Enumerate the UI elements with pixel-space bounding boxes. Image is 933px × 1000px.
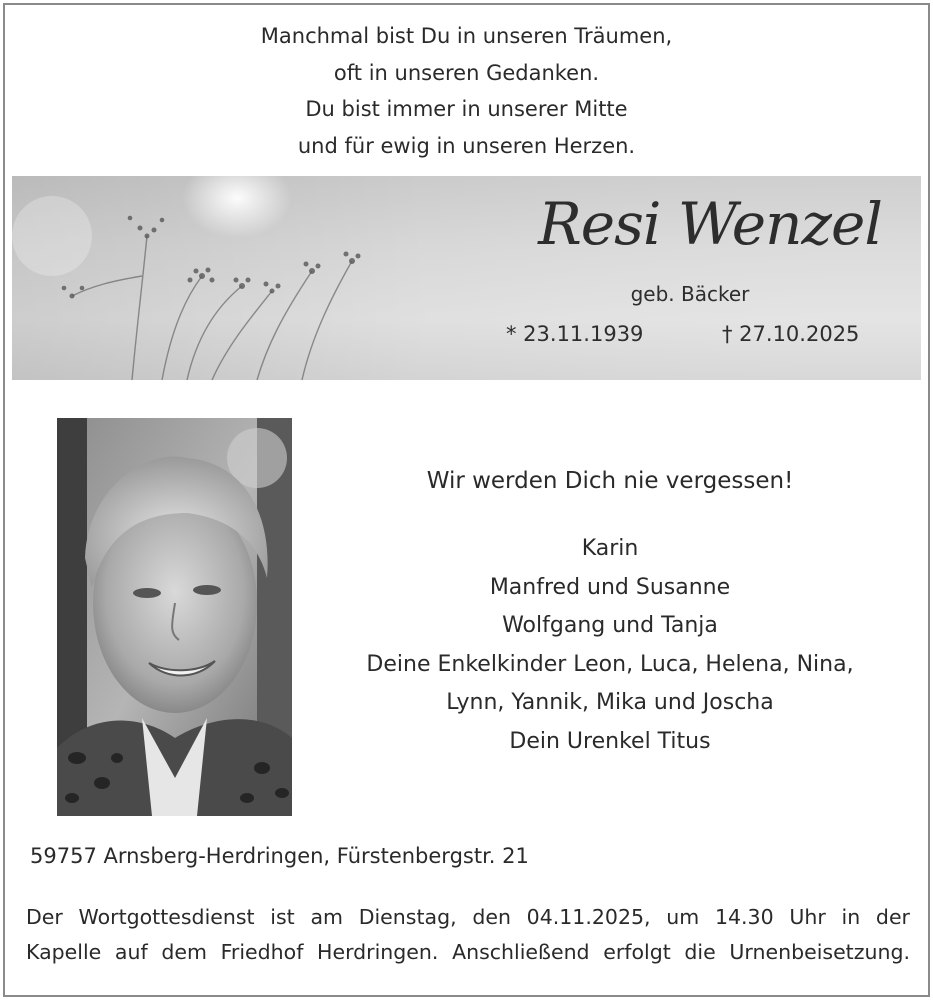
service-line: Kapelle auf dem Friedhof Herdringen. Anschließend erfolgt die Urnenbeisetzung. — [26, 940, 910, 964]
poem-line: Du bist immer in unserer Mitte — [305, 97, 628, 121]
mourner-line: Manfred und Susanne — [489, 574, 731, 600]
birth-date: * 23.11.1939 — [506, 322, 644, 346]
mourner-line: Dein Urenkel Titus — [509, 728, 711, 754]
born-name: geb. Bäcker — [630, 282, 750, 306]
poem-line: Manchmal bist Du in unseren Träumen, — [260, 24, 673, 48]
mourner-line: Karin — [581, 536, 639, 561]
mourners-list — [330, 530, 890, 761]
mourner-line: Lynn, Yannik, Mika und Joscha — [446, 690, 774, 715]
poem-line: oft in unseren Gedanken. — [333, 60, 600, 85]
address: 59757 Arnsberg-Herdringen, Fürstenbergstr. 21 — [30, 844, 529, 868]
portrait-image — [57, 418, 292, 816]
service-notice — [26, 900, 910, 970]
farewell-motto: Wir werden Dich nie vergessen! — [426, 468, 794, 494]
mourner-line: Wolfgang und Tanja — [502, 613, 718, 638]
death-date: † 27.10.2025 — [722, 322, 860, 346]
poem-line: und für ewig in unseren Herzen. — [297, 133, 636, 158]
deceased-name: Resi Wenzel — [538, 190, 882, 258]
service-line: Der Wortgottesdienst ist am Dienstag, den 04.11.2025, um 14.30 Uhr in der — [26, 905, 910, 929]
portrait-photo — [57, 418, 292, 816]
mourner-line: Deine Enkelkinder Leon, Luca, Helena, Nina, — [366, 651, 854, 677]
poem — [0, 18, 933, 164]
